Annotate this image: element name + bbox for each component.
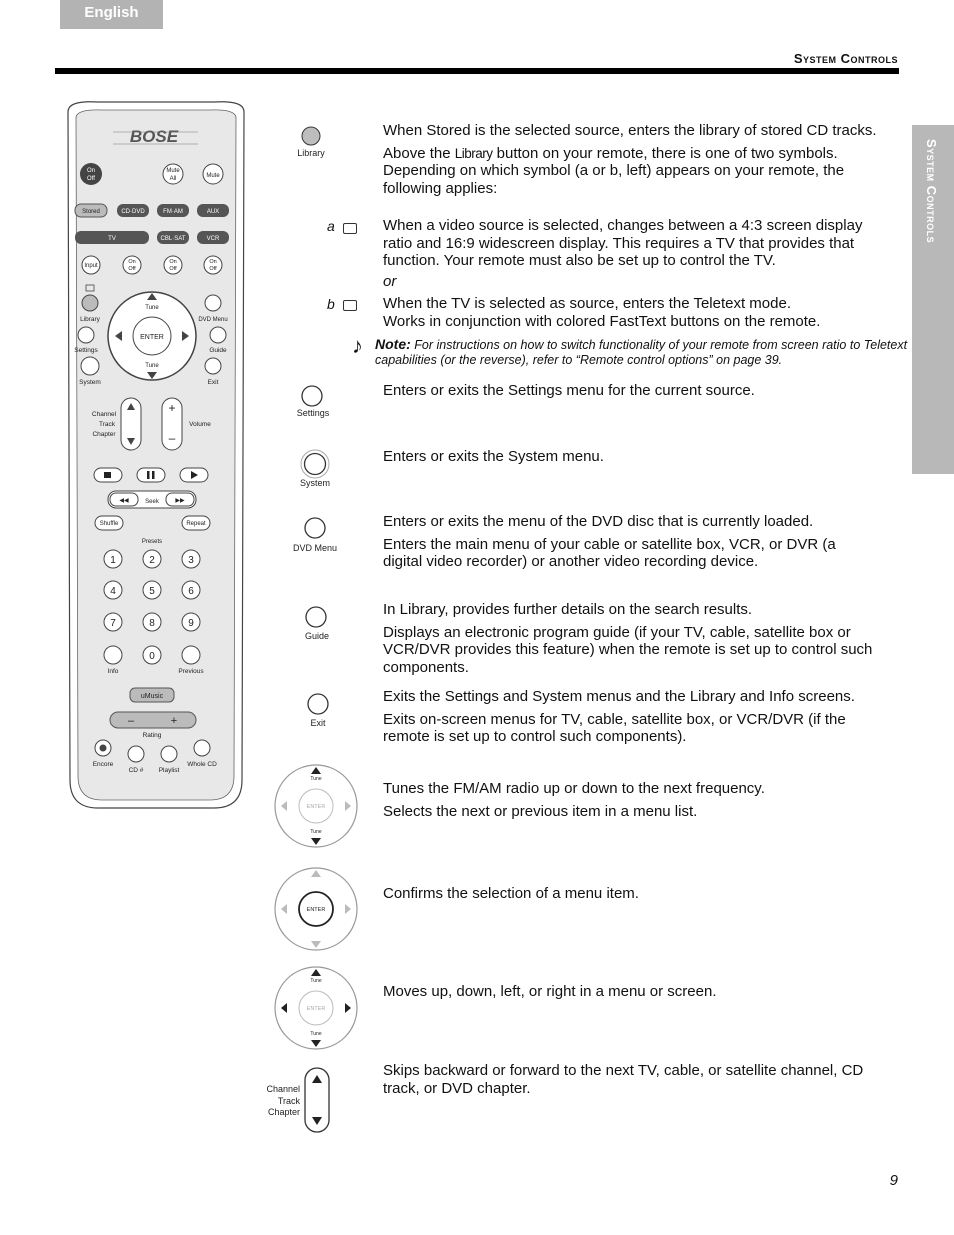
arrows-navpad-icon	[273, 965, 359, 1051]
svg-text:+: +	[170, 715, 178, 727]
library-desc-p1: When Stored is the selected source, enters the library of stored CD tracks.	[383, 122, 877, 139]
remote-system-button	[81, 357, 99, 375]
system-description: Enters or exits the System menu.	[383, 448, 604, 465]
svg-text:CD #: CD #	[128, 767, 144, 774]
svg-text:–: –	[168, 431, 176, 445]
tune-desc-p1: Tunes the FM/AM radio up or down to the next frequency.	[383, 780, 765, 797]
page-number: 9	[889, 1172, 898, 1189]
remote-playlist-button	[161, 746, 177, 762]
svg-text:Repeat: Repeat	[186, 521, 206, 527]
screen-ratio-icon	[343, 223, 357, 234]
settings-icon-label: Settings	[296, 408, 330, 418]
exit-desc-p2: Exits on-screen menus for TV, cable, satellite box, or VCR/DVR (if the remote is set up to control such components).	[383, 710, 846, 745]
side-tab	[912, 125, 954, 474]
svg-text:Off: Off	[209, 266, 217, 272]
svg-text:Channel: Channel	[91, 411, 117, 418]
svg-text:Seek: Seek	[145, 499, 159, 505]
svg-text:Info: Info	[107, 668, 119, 675]
svg-text:Stored: Stored	[82, 209, 100, 215]
svg-text:Tune: Tune	[310, 978, 322, 984]
svg-text:Tune: Tune	[145, 363, 159, 369]
remote-library-button	[82, 295, 98, 311]
remote-brand-logo: BOSE	[129, 127, 179, 146]
svg-text:Whole CD: Whole CD	[187, 761, 217, 768]
svg-text:On: On	[86, 168, 96, 174]
svg-text:9: 9	[188, 618, 194, 629]
tune-desc-p2: Selects the next or previous item in a menu list.	[383, 802, 698, 820]
svg-text:Off: Off	[169, 266, 177, 272]
svg-text:Tune: Tune	[145, 305, 159, 311]
svg-text:7: 7	[110, 618, 116, 629]
svg-text:VCR: VCR	[206, 236, 220, 242]
svg-text:System: System	[79, 379, 101, 386]
svg-text:Guide: Guide	[209, 347, 227, 354]
enter-description: Confirms the selection of a menu item.	[383, 885, 639, 902]
svg-text:Mute: Mute	[206, 173, 220, 179]
dvd-menu-desc-p2: Enters the main menu of your cable or satellite box, VCR, or DVR (a digital video recorder) or another video recording device.	[383, 535, 836, 570]
svg-text:ENTER: ENTER	[306, 804, 326, 810]
guide-desc-p2: Displays an electronic program guide (if your TV, cable, satellite box or VCR/DVR provides this feature) when the remote is set up to control such components.	[383, 623, 873, 676]
exit-icon-label: Exit	[310, 718, 326, 728]
svg-text:On: On	[128, 259, 136, 265]
system-icon	[299, 449, 331, 479]
option-b-text2: Works in conjunction with colored FastText buttons on the remote.	[383, 312, 821, 330]
svg-text:Tune: Tune	[310, 1031, 322, 1037]
svg-text:Chapter: Chapter	[92, 431, 116, 438]
svg-text:Input: Input	[84, 263, 98, 269]
svg-text:ENTER: ENTER	[306, 1006, 326, 1012]
svg-text:2: 2	[149, 555, 155, 566]
svg-text:+: +	[168, 401, 176, 415]
note-music-icon: ♪	[352, 333, 363, 358]
teletext-icon	[343, 300, 357, 311]
svg-text:Rating: Rating	[142, 732, 162, 739]
svg-text:CD·DVD: CD·DVD	[121, 209, 145, 215]
remote-rating-rocker	[110, 712, 196, 728]
remote-guide-button	[210, 327, 226, 343]
svg-text:–: –	[127, 715, 135, 727]
svg-text:TV: TV	[108, 236, 116, 242]
svg-text:Track: Track	[98, 421, 116, 428]
svg-text:On: On	[209, 259, 217, 265]
channel-rocker-label: Channel Track Chapter	[266, 1084, 300, 1117]
option-b-description	[383, 295, 893, 330]
note-label: Note:	[375, 336, 411, 352]
svg-text:0: 0	[149, 651, 155, 662]
exit-description	[383, 688, 888, 751]
note-text: For instructions on how to switch functionality of your remote from screen ratio to Teletext capabilities (or the reverse), refer to “Remote control options” on page 39.	[375, 338, 908, 367]
svg-text:3: 3	[188, 555, 194, 566]
svg-text:Volume: Volume	[189, 421, 211, 428]
guide-icon-label: Guide	[304, 631, 330, 641]
library-icon	[298, 126, 324, 150]
svg-text:DVD Menu: DVD Menu	[198, 317, 228, 323]
dvd-menu-desc-p1: Enters or exits the menu of the DVD disc that is currently loaded.	[383, 513, 814, 530]
enter-navpad-icon	[273, 866, 359, 952]
remote-illustration	[58, 100, 254, 810]
settings-icon	[300, 385, 326, 409]
svg-text:Tune: Tune	[310, 776, 322, 782]
remote-cd-number-button	[128, 746, 144, 762]
svg-text:Settings: Settings	[74, 347, 98, 354]
library-icon-label: Library	[297, 148, 325, 158]
svg-text:Presets: Presets	[141, 539, 163, 545]
remote-whole-cd-button	[194, 740, 210, 756]
library-description	[383, 122, 888, 202]
settings-description: Enters or exits the Settings menu for the current source.	[383, 382, 755, 399]
side-tab-label: System Controls	[924, 139, 939, 244]
svg-text:6: 6	[188, 586, 194, 597]
svg-text:ENTER: ENTER	[140, 334, 164, 341]
exit-icon	[306, 693, 332, 717]
svg-text:ENTER: ENTER	[306, 907, 326, 913]
svg-text:On: On	[169, 259, 177, 265]
dvd-menu-icon	[303, 517, 329, 541]
svg-text:Previous: Previous	[178, 668, 204, 675]
svg-text:Encore: Encore	[92, 761, 114, 768]
tune-navpad-icon	[273, 763, 359, 849]
svg-text:FM·AM: FM·AM	[163, 209, 183, 215]
svg-text:CBL·SAT: CBL·SAT	[160, 236, 186, 242]
header-rule	[55, 68, 899, 74]
dvd-menu-description	[383, 513, 888, 576]
dvd-menu-icon-label: DVD Menu	[292, 543, 337, 553]
svg-text:AUX: AUX	[206, 209, 220, 215]
svg-text:Exit: Exit	[207, 379, 219, 386]
arrows-description: Moves up, down, left, or right in a menu or screen.	[383, 983, 717, 1000]
svg-text:Library: Library	[80, 316, 100, 323]
svg-text:Off: Off	[128, 266, 136, 272]
system-icon-label: System	[299, 478, 330, 488]
remote-settings-button	[78, 327, 94, 343]
svg-text:uMusic: uMusic	[140, 693, 164, 700]
svg-text:4: 4	[110, 586, 116, 597]
tune-description	[383, 780, 888, 825]
language-tab[interactable]: English	[60, 0, 163, 29]
svg-text:Shuffle: Shuffle	[99, 521, 119, 527]
remote-dvd-menu-button	[205, 295, 221, 311]
svg-text:Off: Off	[87, 176, 95, 182]
svg-text:Mute: Mute	[166, 168, 180, 174]
or-text: or	[383, 273, 397, 290]
svg-text:All: All	[169, 176, 177, 182]
option-b-text1: When the TV is selected as source, enters the Teletext mode.	[383, 295, 791, 312]
option-a-label: a	[327, 218, 335, 234]
channel-description: Skips backward or forward to the next TV, cable, or satellite channel, CD track, or DVD chapter.	[383, 1062, 864, 1097]
option-b-label: b	[327, 296, 335, 312]
remote-exit-button	[205, 358, 221, 374]
guide-description	[383, 601, 893, 681]
guide-desc-p1: In Library, provides further details on the search results.	[383, 601, 753, 618]
svg-text:1: 1	[110, 555, 116, 566]
svg-text:5: 5	[149, 586, 155, 597]
library-desc-p2: Above the Library button on your remote, there is one of two symbols. Depending on which symbol (a or b, left) appears on your remote, the following applies:	[383, 144, 845, 197]
guide-icon	[304, 606, 330, 630]
channel-rocker-icon	[303, 1066, 331, 1134]
svg-text:▶▶: ▶▶	[175, 498, 185, 504]
svg-text:Playlist: Playlist	[158, 767, 180, 774]
svg-text:Tune: Tune	[310, 829, 322, 835]
section-title: System Controls	[793, 51, 898, 66]
note-block	[375, 337, 915, 368]
svg-text:8: 8	[149, 618, 155, 629]
option-a-description: When a video source is selected, changes between a 4:3 screen display ratio and 16:9 widescreen display. This requires a TV that provides that function. Your remote must also be set up to control the TV.	[383, 217, 863, 269]
exit-desc-p1: Exits the Settings and System menus and the Library and Info screens.	[383, 688, 855, 705]
svg-text:◀◀: ◀◀	[119, 498, 129, 504]
